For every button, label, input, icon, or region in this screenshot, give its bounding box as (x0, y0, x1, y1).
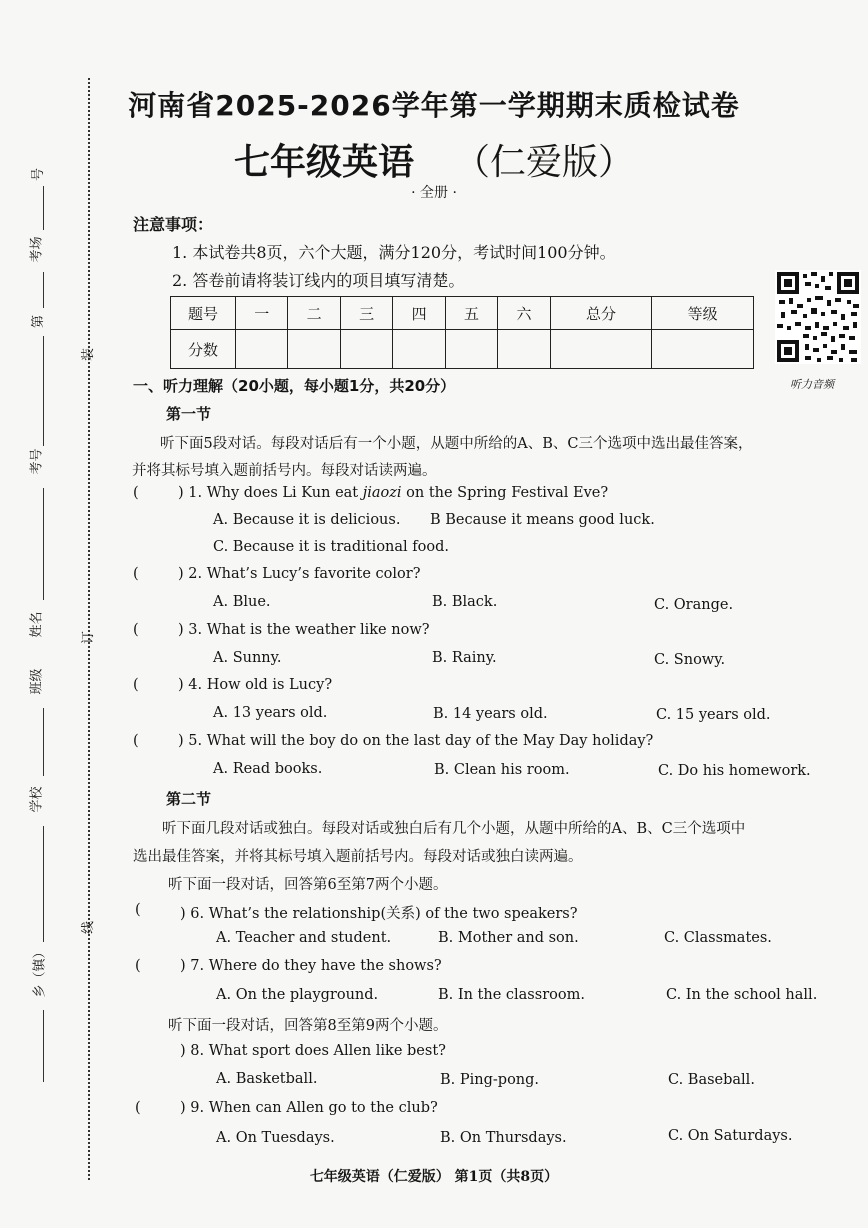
answer-paren[interactable]: ( (133, 677, 139, 693)
option-a: A. Read books. (213, 761, 323, 777)
section-instruction: 并将其标号填入题前括号内。每段对话读两遍。 (132, 463, 437, 479)
option-b: B. In the classroom. (438, 987, 585, 1003)
part-heading: 一、听力理解（20小题，每小题1分，共20分） (133, 377, 456, 395)
answer-paren[interactable]: ( (133, 733, 139, 749)
stem-text: on the Spring Festival Eve? (401, 485, 609, 501)
option-b: B. 14 years old. (433, 706, 548, 722)
section-title: 第一节 (166, 405, 212, 423)
option-b: B. Mother and son. (438, 930, 579, 946)
table-header-cell: 一 (236, 297, 288, 330)
option-a: A. On the playground. (216, 987, 379, 1003)
exam-subject (0, 134, 868, 185)
field-line (43, 708, 44, 776)
score-cell[interactable] (498, 330, 550, 369)
field-line (43, 336, 44, 446)
question-stem: ) 9. When can Allen go to the club? (180, 1100, 438, 1116)
question-stem (178, 485, 608, 501)
field-line (43, 826, 44, 942)
answer-paren[interactable]: ( (133, 622, 139, 638)
section-title: 第二节 (166, 790, 212, 808)
table-header-cell: 四 (393, 297, 445, 330)
table-row-label: 分数 (171, 330, 236, 369)
option-c: C. In the school hall. (666, 987, 818, 1003)
field-line (43, 488, 44, 600)
option-c: C. Orange. (654, 597, 734, 613)
question-stem: ) 6. What’s the relationship(关系) of the two speakers? (180, 906, 578, 922)
option-b: B. Ping-pong. (440, 1072, 540, 1088)
score-cell[interactable] (340, 330, 392, 369)
option-a: A. Teacher and student. (216, 930, 392, 946)
option-b: B. Rainy. (432, 650, 497, 666)
score-cell[interactable] (445, 330, 497, 369)
qr-caption: 听力音频 (790, 378, 834, 391)
option-c: C. Baseball. (668, 1072, 755, 1088)
binding-mark-ding: 订 (81, 630, 97, 645)
option-b: B. Clean his room. (434, 762, 570, 778)
question-stem: ) 8. What sport does Allen like best? (180, 1043, 446, 1059)
qr-code-icon[interactable] (775, 270, 861, 364)
field-label-xiangzhen: 乡（镇） (32, 945, 48, 998)
notice-heading: 注意事项： (133, 215, 214, 234)
score-table-score-row (171, 330, 754, 369)
question-stem: ) 3. What is the weather like now? (178, 622, 430, 638)
score-cell[interactable] (393, 330, 445, 369)
stem-italic: jiaozi (362, 485, 402, 501)
option-a: A. Sunny. (213, 650, 282, 666)
score-table-header-row (171, 297, 754, 330)
option-b: B Because it means good luck. (430, 512, 655, 528)
table-header-cell: 总分 (550, 297, 652, 330)
option-a: A. On Tuesdays. (216, 1130, 335, 1146)
option-a: A. Because it is delicious. (213, 512, 401, 528)
table-header-cell: 六 (498, 297, 550, 330)
table-header-cell: 等级 (652, 297, 754, 330)
question-stem: ) 5. What will the boy do on the last day of the May Day holiday? (178, 733, 654, 749)
dialog-instruction: 听下面一段对话，回答第8至第9两个小题。 (168, 1018, 448, 1034)
option-c: C. Snowy. (654, 652, 726, 668)
option-c: C. 15 years old. (656, 707, 771, 723)
option-c: C. Because it is traditional food. (213, 539, 449, 555)
answer-paren[interactable]: ( (133, 566, 139, 582)
score-cell[interactable] (550, 330, 652, 369)
score-cell[interactable] (236, 330, 288, 369)
notice-item: 1. 本试卷共8页，六个大题，满分120分，考试时间100分钟。 (172, 243, 616, 262)
page-footer: 七年级英语（仁爱版） 第1页（共8页） (309, 1169, 559, 1185)
exam-scope: · 全册 · (411, 185, 457, 201)
binding-dotted-line (88, 78, 90, 1180)
field-label-xuexiao: 学校 (29, 786, 45, 813)
question-stem: ) 7. Where do they have the shows? (180, 958, 442, 974)
binding-mark-xian: 线 (81, 920, 97, 935)
option-b: B. Black. (432, 594, 498, 610)
option-a: A. 13 years old. (213, 705, 328, 721)
score-table (170, 296, 754, 369)
stem-text: ) 1. Why does Li Kun eat (178, 485, 363, 501)
option-c: C. Do his homework. (658, 763, 811, 779)
section-instruction: 听下面5段对话。每段对话后有一个小题，从题中所给的A、B、C三个选项中选出最佳答案， (160, 436, 753, 452)
exam-title: 河南省2025-2026学年第一学期期末质检试卷 (128, 89, 740, 122)
question-stem: ) 2. What’s Lucy’s favorite color? (178, 566, 421, 582)
option-a: A. Basketball. (216, 1071, 318, 1087)
field-label-kaochang: 考场 (29, 236, 45, 263)
option-b: B. On Thursdays. (440, 1130, 567, 1146)
binding-mark-zhuang: 装 (81, 347, 97, 362)
field-label-xingming: 姓名 (29, 611, 45, 638)
score-cell[interactable] (288, 330, 340, 369)
table-header-cell: 五 (445, 297, 497, 330)
table-header-cell: 三 (340, 297, 392, 330)
answer-paren[interactable]: ( (135, 1100, 141, 1116)
option-c: C. On Saturdays. (668, 1128, 793, 1144)
field-label-di: 第 (31, 314, 47, 329)
option-a: A. Blue. (213, 594, 271, 610)
field-label-hao: 号 (31, 167, 47, 182)
question-stem: ) 4. How old is Lucy? (178, 677, 333, 693)
dialog-instruction: 听下面一段对话，回答第6至第7两个小题。 (168, 877, 448, 893)
notice-item: 2. 答卷前请将装订线内的项目填写清楚。 (172, 271, 465, 290)
subject-name: 七年级英语 (233, 142, 414, 183)
section-instruction: 选出最佳答案，并将其标号填入题前括号内。每段对话或独白读两遍。 (133, 849, 583, 865)
answer-paren[interactable]: ( (135, 958, 141, 974)
edition-name: （仁爱版） (454, 142, 635, 183)
section-instruction: 听下面几段对话或独白。每段对话或独白后有几个小题，从题中所给的A、B、C三个选项中 (162, 821, 746, 837)
field-label-banji: 班级 (29, 668, 45, 695)
answer-paren[interactable]: ( (133, 485, 139, 501)
answer-paren[interactable]: ( (135, 902, 141, 918)
field-line (43, 1010, 44, 1082)
score-cell[interactable] (652, 330, 754, 369)
field-line (43, 272, 44, 308)
table-header-cell: 二 (288, 297, 340, 330)
field-label-kaohao: 考号 (29, 448, 45, 475)
table-header-cell: 题号 (171, 297, 236, 330)
option-c: C. Classmates. (664, 930, 772, 946)
